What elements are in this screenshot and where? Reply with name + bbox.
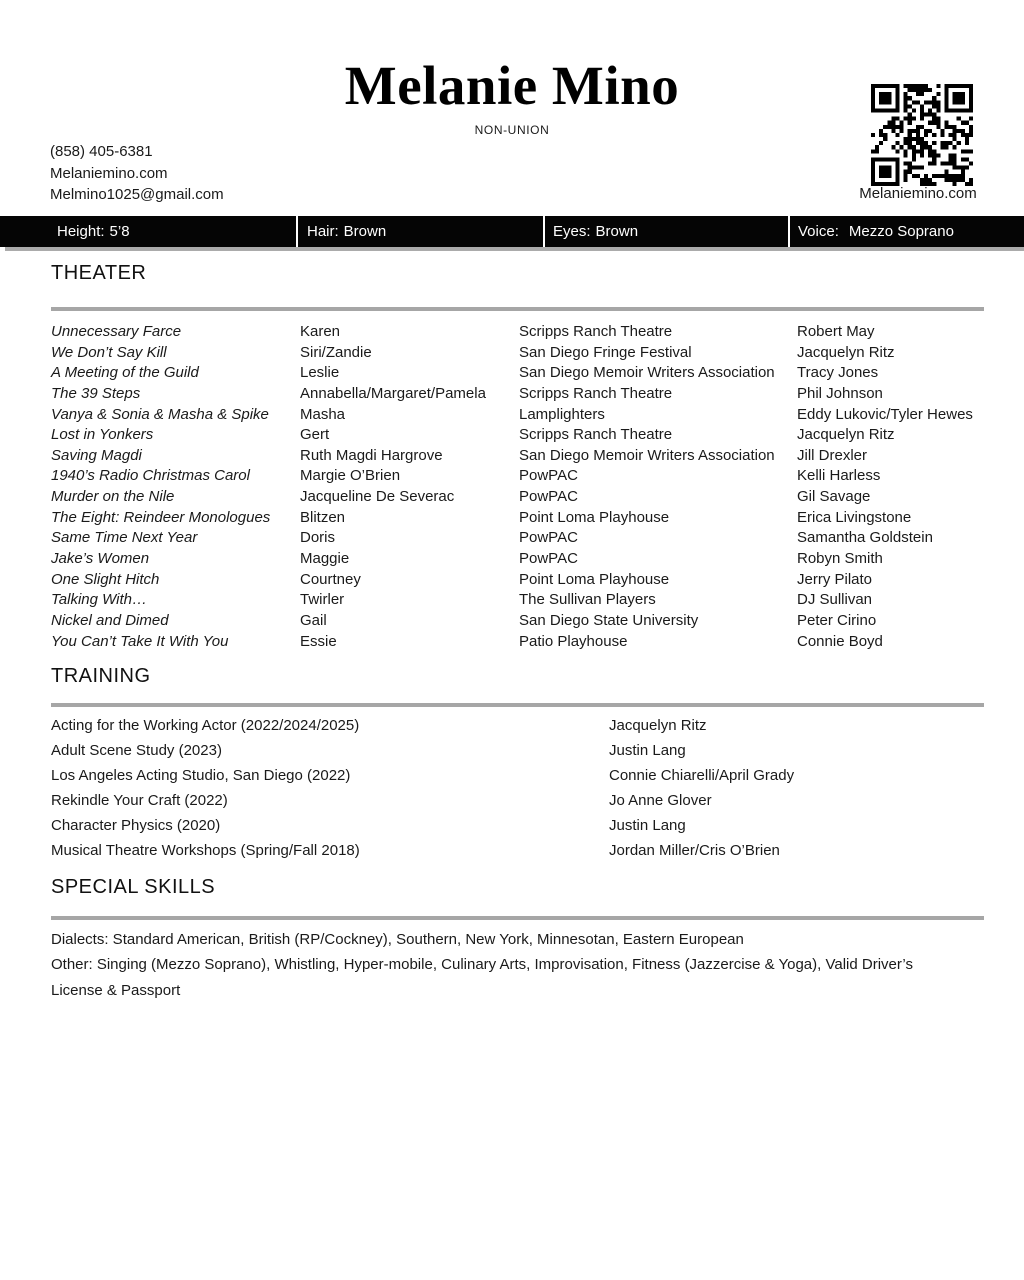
director-name: Erica Livingstone xyxy=(797,508,912,526)
director-name: Jacquelyn Ritz xyxy=(797,343,895,361)
instructor-name: Jacquelyn Ritz xyxy=(609,717,707,734)
theatre-name: Patio Playhouse xyxy=(519,632,628,650)
theatre-name: San Diego Memoir Writers Association xyxy=(519,364,775,382)
course-name: Character Physics (2020) xyxy=(51,817,221,835)
theater-row xyxy=(51,466,1024,487)
show-title: The Eight: Reindeer Monologues xyxy=(51,508,271,526)
director-name: Jacquelyn Ritz xyxy=(797,426,895,444)
show-title: Lost in Yonkers xyxy=(51,426,154,444)
role-name: Ruth Magdi Hargrove xyxy=(300,446,443,464)
course-name: Adult Scene Study (2023) xyxy=(51,742,222,760)
section-divider xyxy=(51,307,984,311)
theatre-name: Lamplighters xyxy=(519,405,605,423)
stats-bar xyxy=(0,216,1024,247)
director-name: Eddy Lukovic/Tyler Hewes xyxy=(797,405,973,423)
skills-line: Other: Singing (Mezzo Soprano), Whistling, Hyper-mobile, Culinary Arts, Improvisation, Fitness (Jazzercise & Yoga), Valid Driver’s xyxy=(51,956,913,974)
contact-website: Melaniemino.com xyxy=(50,164,168,182)
course-name: Musical Theatre Workshops (Spring/Fall 2018) xyxy=(51,842,360,860)
show-title: One Slight Hitch xyxy=(51,570,160,588)
stat-hair xyxy=(296,216,543,247)
theater-row xyxy=(51,590,1024,611)
show-title: Saving Magdi xyxy=(51,446,142,464)
stat-height-label: Height: xyxy=(57,223,105,240)
role-name: Margie O’Brien xyxy=(300,467,401,485)
theater-row xyxy=(51,549,1024,570)
section-divider xyxy=(51,916,984,920)
theater-row xyxy=(51,632,1024,653)
theater-row xyxy=(51,611,1024,632)
director-name: Tracy Jones xyxy=(797,364,879,382)
show-title: We Don’t Say Kill xyxy=(51,343,167,361)
stat-hair-value: Brown xyxy=(343,223,387,240)
course-name: Rekindle Your Craft (2022) xyxy=(51,792,228,810)
director-name: Connie Boyd xyxy=(797,632,883,650)
course-name: Los Angeles Acting Studio, San Diego (2022) xyxy=(51,767,351,785)
theatre-name: PowPAC xyxy=(519,529,578,547)
show-title: Jake’s Women xyxy=(51,550,150,568)
theatre-name: San Diego Memoir Writers Association xyxy=(519,446,775,464)
training-row xyxy=(51,713,1024,738)
role-name: Annabella/Margaret/Pamela xyxy=(300,384,486,402)
theater-row xyxy=(51,570,1024,591)
instructor-name: Jo Anne Glover xyxy=(609,792,712,810)
instructor-name: Connie Chiarelli/April Grady xyxy=(609,767,795,785)
theater-row xyxy=(51,343,1024,364)
training-row xyxy=(51,738,1024,763)
theater-row xyxy=(51,425,1024,446)
director-name: Kelli Harless xyxy=(797,467,881,485)
training-row xyxy=(51,838,1024,863)
stat-voice-value: Mezzo Soprano xyxy=(848,223,954,240)
director-name: Robert May xyxy=(797,323,875,340)
director-name: Jill Drexler xyxy=(797,446,868,464)
theatre-name: Point Loma Playhouse xyxy=(519,570,670,588)
show-title: You Can’t Take It With You xyxy=(51,632,229,650)
director-name: Robyn Smith xyxy=(797,550,883,568)
skills-block xyxy=(51,927,1024,1003)
instructor-name: Justin Lang xyxy=(609,817,686,835)
director-name: Samantha Goldstein xyxy=(797,529,933,547)
director-name: Gil Savage xyxy=(797,488,871,506)
skills-line: Dialects: Standard American, British (RP/Cockney), Southern, New York, Minnesotan, Eastern European xyxy=(51,931,744,948)
role-name: Gail xyxy=(300,611,327,629)
qr-code xyxy=(871,84,973,186)
show-title: Talking With… xyxy=(51,591,148,609)
theater-row xyxy=(51,487,1024,508)
theatre-name: Scripps Ranch Theatre xyxy=(519,323,673,340)
role-name: Masha xyxy=(300,405,346,423)
show-title: The 39 Steps xyxy=(51,384,141,402)
theatre-name: San Diego State University xyxy=(519,611,699,629)
stat-eyes-value: Brown xyxy=(595,223,639,240)
theater-row xyxy=(51,322,1024,343)
role-name: Twirler xyxy=(300,591,345,609)
show-title: Same Time Next Year xyxy=(51,529,198,547)
page-title: Melanie Mino xyxy=(344,55,680,116)
section-divider xyxy=(51,703,984,707)
contact-phone: (858) 405-6381 xyxy=(50,143,153,160)
training-row xyxy=(51,763,1024,788)
theater-row xyxy=(51,446,1024,467)
stat-height-value: 5’8 xyxy=(109,223,130,240)
qr-caption: Melaniemino.com xyxy=(859,185,977,202)
stat-voice xyxy=(788,216,1024,247)
role-name: Doris xyxy=(300,529,336,547)
director-name: DJ Sullivan xyxy=(797,591,873,609)
theatre-name: Scripps Ranch Theatre xyxy=(519,426,673,444)
director-name: Peter Cirino xyxy=(797,611,877,629)
section-heading-special-skills: SPECIAL SKILLS xyxy=(51,876,216,898)
theater-row xyxy=(51,528,1024,549)
instructor-name: Jordan Miller/Cris O’Brien xyxy=(609,842,780,860)
role-name: Essie xyxy=(300,632,337,650)
show-title: Unnecessary Farce xyxy=(51,323,182,340)
show-title: Nickel and Dimed xyxy=(51,611,169,629)
stat-hair-label: Hair: xyxy=(307,223,339,240)
show-title: 1940’s Radio Christmas Carol xyxy=(51,467,250,485)
director-name: Phil Johnson xyxy=(797,384,883,402)
role-name: Karen xyxy=(300,323,341,340)
training-row xyxy=(51,813,1024,838)
contact-email: Melmino1025@gmail.com xyxy=(50,186,224,203)
theatre-name: PowPAC xyxy=(519,488,578,506)
section-heading-training: TRAINING xyxy=(51,665,151,687)
theater-row xyxy=(51,363,1024,384)
director-name: Jerry Pilato xyxy=(797,570,873,588)
theatre-name: The Sullivan Players xyxy=(519,591,656,609)
show-title: Murder on the Nile xyxy=(51,488,175,506)
theatre-name: Scripps Ranch Theatre xyxy=(519,384,673,402)
theater-table xyxy=(51,322,1024,652)
stat-voice-label: Voice: xyxy=(798,223,839,240)
section-heading-theater: THEATER xyxy=(51,262,147,284)
role-name: Leslie xyxy=(300,364,340,382)
stat-height xyxy=(0,216,296,247)
theater-row xyxy=(51,384,1024,405)
qr-pattern xyxy=(871,84,973,186)
stat-eyes-label: Eyes: xyxy=(553,223,591,240)
theatre-name: Point Loma Playhouse xyxy=(519,508,670,526)
role-name: Maggie xyxy=(300,550,350,568)
theater-row xyxy=(51,508,1024,529)
union-status: NON-UNION xyxy=(474,123,550,137)
theatre-name: PowPAC xyxy=(519,467,578,485)
role-name: Gert xyxy=(300,426,330,444)
contact-block xyxy=(50,141,224,206)
show-title: Vanya & Sonia & Masha & Spike xyxy=(51,405,269,423)
skills-line: License & Passport xyxy=(51,981,181,999)
role-name: Blitzen xyxy=(300,508,346,526)
course-name: Acting for the Working Actor (2022/2024/2025) xyxy=(51,717,360,734)
stat-eyes xyxy=(543,216,788,247)
role-name: Jacqueline De Severac xyxy=(300,488,455,506)
theatre-name: San Diego Fringe Festival xyxy=(519,343,692,361)
instructor-name: Justin Lang xyxy=(609,742,686,760)
role-name: Courtney xyxy=(300,570,361,588)
training-row xyxy=(51,788,1024,813)
theatre-name: PowPAC xyxy=(519,550,578,568)
training-list xyxy=(51,713,1024,864)
role-name: Siri/Zandie xyxy=(300,343,372,361)
theater-row xyxy=(51,405,1024,426)
show-title: A Meeting of the Guild xyxy=(51,364,199,382)
